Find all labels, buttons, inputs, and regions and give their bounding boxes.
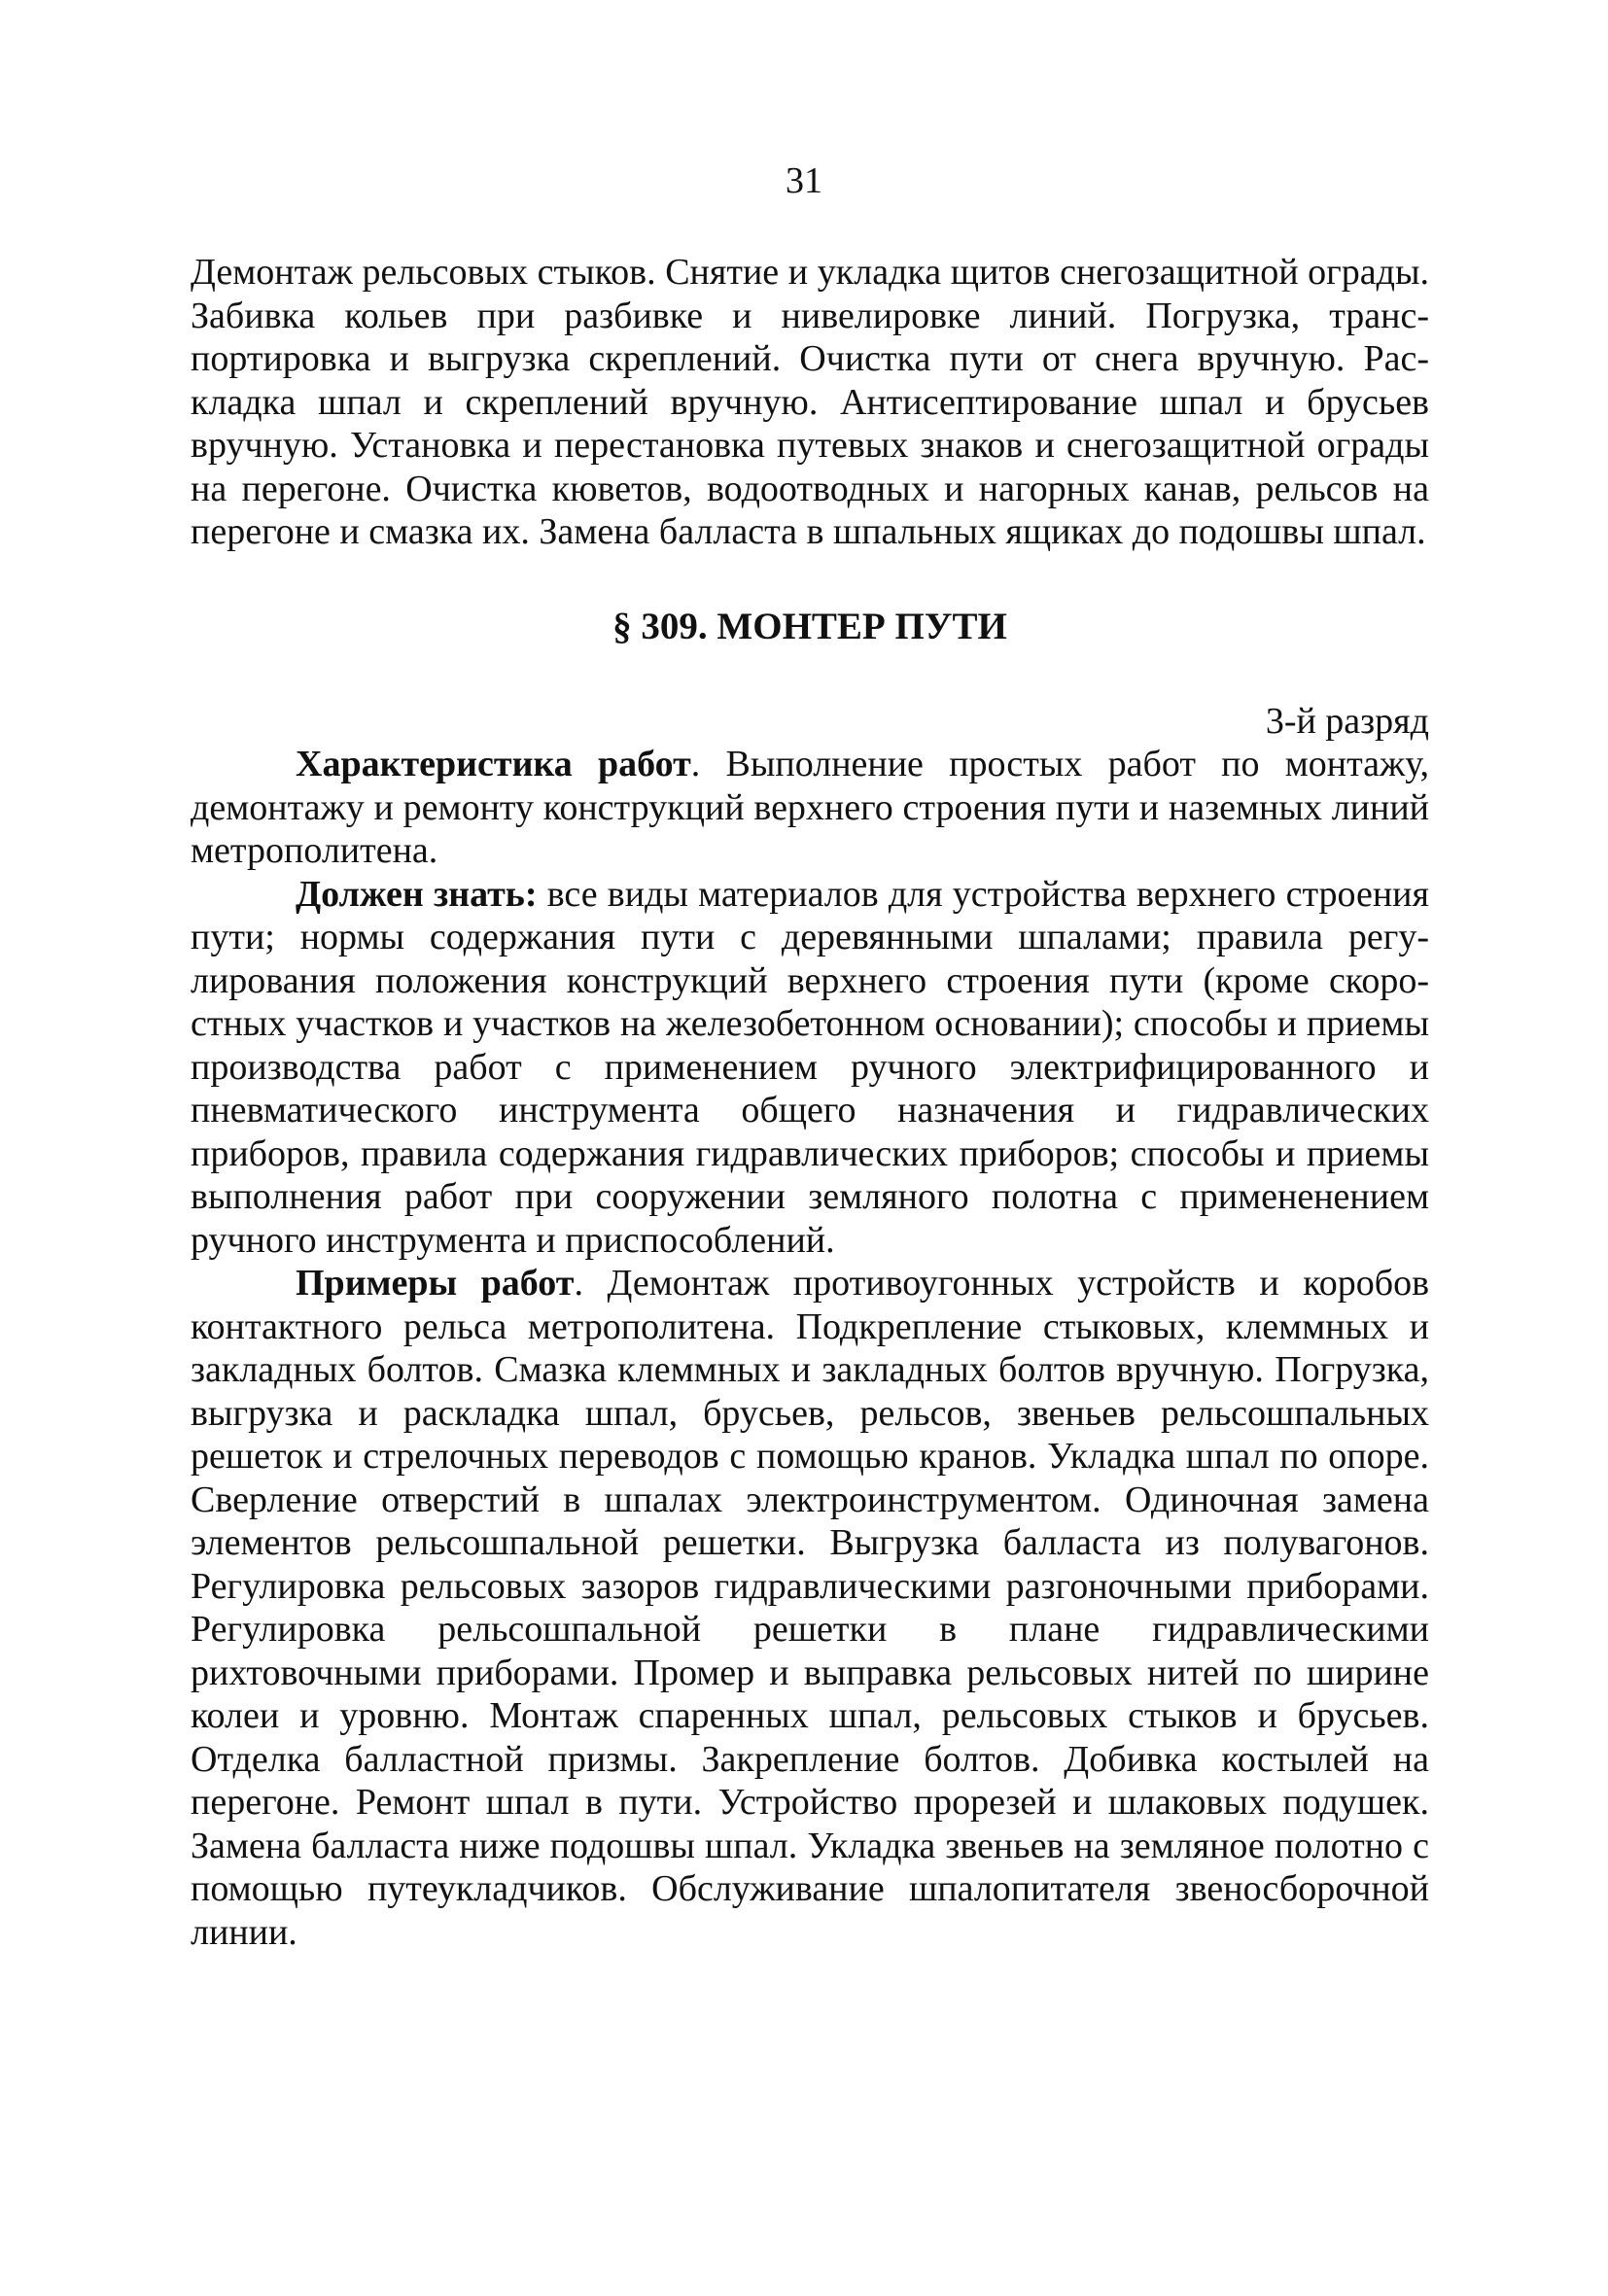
section-title: § 309. МОНТЕР ПУТИ	[612, 605, 1007, 647]
must-know-text: все виды материалов для устройства верхнего строения пути; нормы содержания пути с деревянными шпалами; правила регулирования положения конструкций верхнего строения пути (кроме скоростных участков и участков на железобетонном основании); способы и приемы производства работ с применением ручного электрифицированного и пневматического инструмента общего назначения и гидравлических приборов, правила содержания гидравлических приборов; способы и приемы выполнения работ при сооружении земляного полотна с примененением ручного инструмента и приспособлений.	[191, 873, 1429, 1261]
examples-paragraph	[191, 1262, 1429, 1954]
page-number: 31	[786, 160, 822, 201]
intro-paragraph: Демонтаж рельсовых стыков. Снятие и укладка щитов снегозащитной ограды. Забивка кольев при разбивке и нивелировке линий. Погрузка, транспортировка и выгрузка скреплений. Очистка пути от снега вручную. Раскладка шпал и скреплений вручную. Антисептирование шпал и брусьев вручную. Установка и перестановка путевых знаков и снегозащитной ограды на перегоне. Очистка кюветов, водоотводных и нагорных канав, рельсов на перегоне и смазка их. Замена балласта в шпальных ящиках до подошвы шпал.	[191, 252, 1429, 552]
examples-label: Примеры работ	[296, 1263, 575, 1304]
grade-label: 3-й разряд	[1265, 700, 1429, 742]
page-content	[191, 251, 1429, 1954]
characteristics-text: . Выполнение простых работ по монтажу, демонтажу и ремонту конструкций верхнего строения пути и наземных линий метрополитена.	[191, 744, 1429, 871]
must-know-paragraph	[191, 873, 1429, 1263]
must-know-label: Должен знать:	[296, 873, 538, 915]
characteristics-label: Характеристика работ	[296, 744, 691, 784]
examples-text: . Демонтаж противоугонных устройств и коробов контактного рельса метрополитена. Подкрепление стыковых, клеммных и закладных болтов. Смазка клеммных и закладных болтов вручную. Погрузка, выгрузка и раскладка шпал, брусьев, рельсов, звеньев рельсошпальных решеток и стрелочных переводов с помощью кранов. Укладка шпал по опоре. Сверление отверстий в шпалах электроинструментом. Одиночная замена элементов рельсошпальной решетки. Выгрузка балласта из полувагонов. Регулировка рельсовых зазоров гидравлическими разгоночными приборами. Регулировка рельсошпальной решетки в плане гидравлическими рихтовочными приборами. Промер и выправка рельсовых нитей по ширине колеи и уровню. Монтаж спаренных шпал, рельсовых стыков и брусьев. Отделка балластной призмы. Закрепление болтов. Добивка костылей на перегоне. Ремонт шпал в пути. Устройство прорезей и шлаковых подушек. Замена балласта ниже подошвы шпал. Укладка звеньев на земляное полотно с помощью путеукладчиков. Обслуживание шпалопитателя звеносборочной линии.	[191, 1263, 1430, 1953]
characteristics-paragraph	[191, 743, 1429, 873]
